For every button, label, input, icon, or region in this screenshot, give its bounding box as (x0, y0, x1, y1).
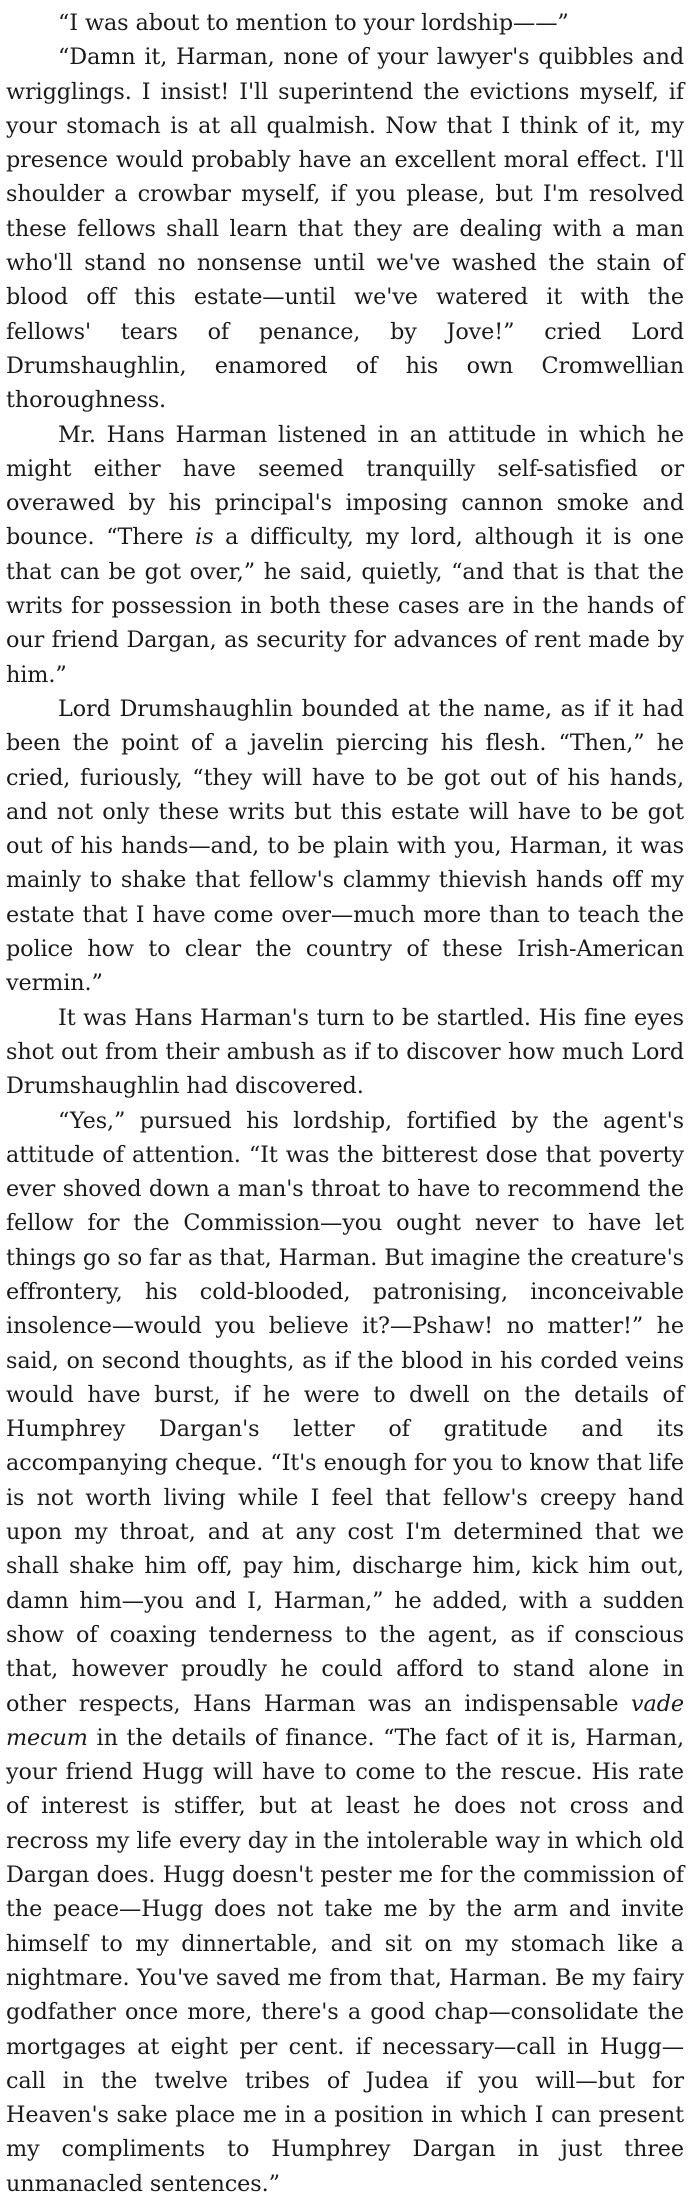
italic-text-run: vade mecum (6, 1691, 684, 1751)
paragraph (6, 40, 684, 417)
italic-text-run: is (195, 524, 213, 550)
text-run: “Yes,” pursued his lordship, fortified by the agent's attitude of attention. “It was the bitterest dose that poverty ever shoved down a man's throat to have to recommend the fellow for the Commission—you ought never to have let things go so far as that, Harman. But imagine the creature's effrontery, his cold-blooded, patronising, inconceivable insolence—would you believe it?—Pshaw! no matter!” he said, on second thoughts, as if the blood in his corded veins would have burst, if he were to dwell on the details of Humphrey Dargan's letter of gratitude and its accompanying cheque. “It's enough for you to know that life is not worth living while I feel that fellow's creepy hand upon my throat, and at any cost I'm determined that we shall shake him off, pay him, discharge him, kick him out, damn him—you and I, Harman,” he added, with a sudden show of coaxing tenderness to the agent, as if conscious that, however proudly he could afford to stand alone in other respects, Hans Harman was an indispensable (6, 1108, 684, 1717)
paragraph (6, 1104, 684, 2201)
text-run: “I was about to mention to your lordship——” (58, 10, 569, 36)
text-run: “Damn it, Harman, none of your lawyer's quibbles and wrigglings. I insist! I'll superintend the evictions myself, if your stomach is at all qualmish. Now that I think of it, my presence would probably have an excellent moral effect. I'll shoulder a crowbar myself, if you please, but I'm resolved these fellows shall learn that they are dealing with a man who'll stand no nonsense until we've washed the stain of blood off this estate—until we've watered it with the fellows' tears of penance, by Jove!” cried Lord Drumshaughlin, enamored of his own Cromwellian thoroughness. (6, 44, 684, 413)
text-run: a difficulty, my lord, although it is one that can be got over,” he said, quietly, “and that is that the writs for possession in both these cases are in the hands of our friend Dargan, as security for advances of rent made by him.” (6, 524, 684, 687)
paragraph (6, 692, 684, 1001)
text-run: Mr. Hans Harman listened in an attitude in which he might either have seemed tranquilly self-satisfied or overawed by his principal's imposing cannon smoke and bounce. “There (6, 422, 684, 551)
text-run: Lord Drumshaughlin bounded at the name, as if it had been the point of a javelin piercing his flesh. “Then,” he cried, furiously, “they will have to be got out of his hands, and not only these writs but this estate will have to be got out of his hands—and, to be plain with you, Harman, it was mainly to shake that fellow's clammy thievish hands off my estate that I have come over—much more than to teach the police how to clear the country of these Irish-American vermin.” (6, 696, 684, 996)
paragraph (6, 418, 684, 692)
paragraph (6, 1001, 684, 1104)
text-run: in the details of finance. “The fact of it is, Harman, your friend Hugg will have to come to the rescue. His rate of interest is stiffer, but at least he does not cross and recross my life every day in the intolerable way in which old Dargan does. Hugg doesn't pester me for the commission of the peace—Hugg does not take me by the arm and invite himself to my dinnertable, and sit on my stomach like a nightmare. You've saved me from that, Harman. Be my fairy godfather once more, there's a good chap—consolidate the mortgages at eight per cent. if necessary—call in Hugg—call in the twelve tribes of Judea if you will—but for Heaven's sake place me in a position in which I can present my compliments to Humphrey Dargan in just three unmanacled sentences.” (6, 1725, 684, 2197)
text-run: It was Hans Harman's turn to be startled. His fine eyes shot out from their ambush as if to discover how much Lord Drumshaughlin had discovered. (6, 1005, 684, 1100)
paragraph (6, 6, 684, 40)
